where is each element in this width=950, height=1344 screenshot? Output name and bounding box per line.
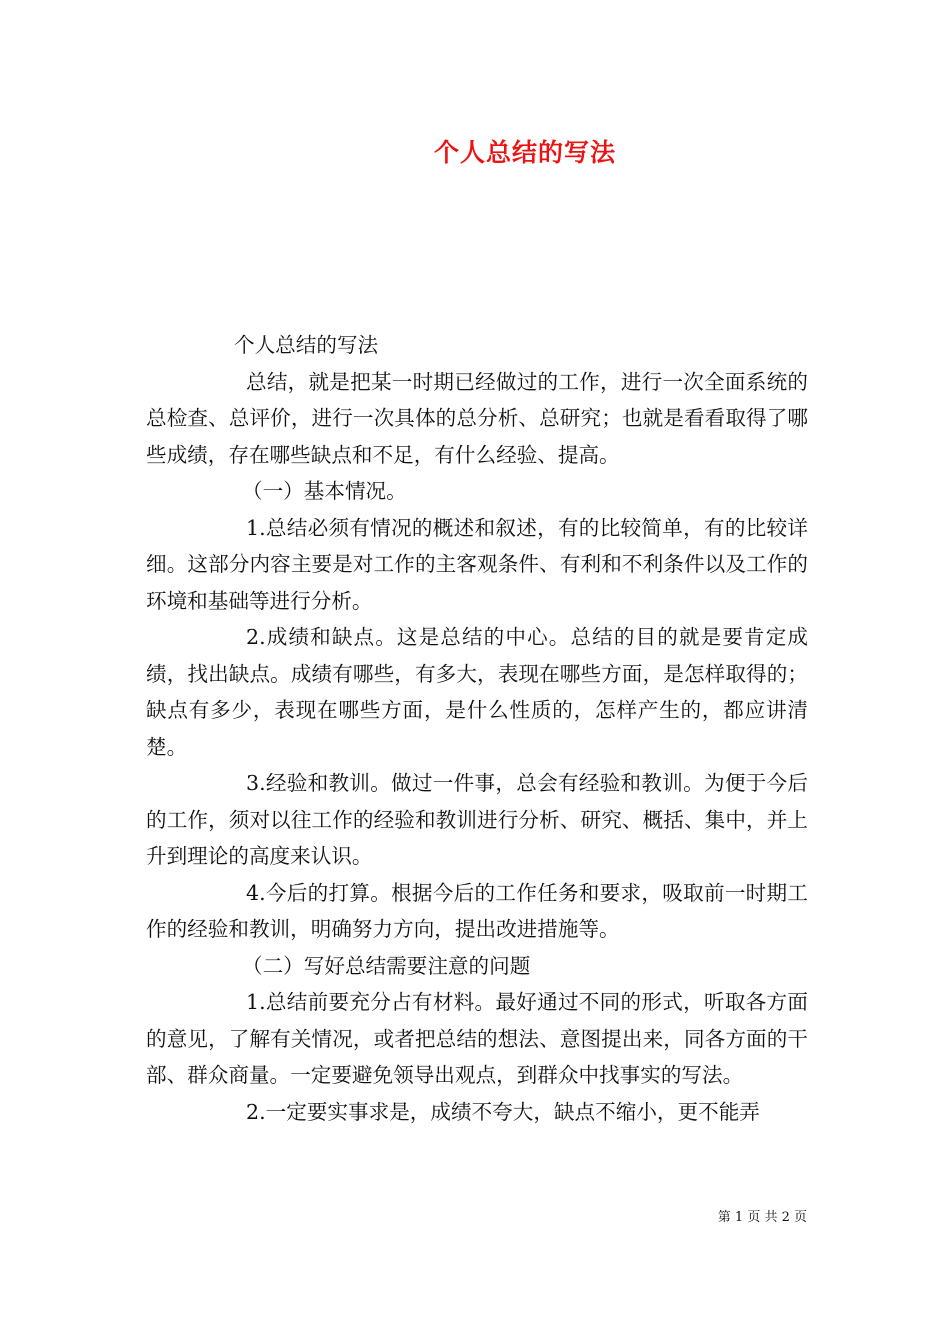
section-heading-basic: （一）基本情况。 xyxy=(242,479,407,503)
section-heading-notes: （二）写好总结需要注意的问题 xyxy=(242,953,531,978)
document-body xyxy=(146,327,808,1130)
paragraph-item-2: 2.成绩和缺点。这是总结的中心。总结的目的就是要肯定成绩，找出缺点。成绩有哪些，有多大，表现在哪些方面，是怎样取得的；缺点有多少，表现在哪些方面，是什么性质的，怎样产生的，都应讲清楚。 xyxy=(146,625,808,759)
paragraph-item-1: 1.总结必须有情况的概述和叙述，有的比较简单，有的比较详细。这部分内容主要是对工作的主客观条件、有利和不利条件以及工作的环境和基础等进行分析。 xyxy=(146,515,808,613)
paragraph-note-1: 1.总结前要充分占有材料。最好通过不同的形式，听取各方面的意见，了解有关情况，或者把总结的想法、意图提出来，同各方面的干部、群众商量。一定要避免领导出观点，到群众中找事实的写法。 xyxy=(146,990,808,1087)
paragraph-intro: 总结，就是把某一时期已经做过的工作，进行一次全面系统的总检查、总评价，进行一次具体的总分析、总研究；也就是看看取得了哪些成绩，存在哪些缺点和不足，有什么经验、提高。 xyxy=(146,369,808,467)
page-number-footer: 第 1 页 共 2 页 xyxy=(717,1210,807,1225)
paragraph-item-4: 4.今后的打算。根据今后的工作任务和要求，吸取前一时期工作的经验和教训，明确努力方向，提出改进措施等。 xyxy=(146,880,808,941)
paragraph-note-2: 2.一定要实事求是，成绩不夸大，缺点不缩小，更不能弄 xyxy=(246,1099,760,1124)
paragraph-item-3: 3.经验和教训。做过一件事，总会有经验和教训。为便于今后的工作，须对以往工作的经验和教训进行分析、研究、概括、集中，并上升到理论的高度来认识。 xyxy=(146,771,808,868)
document-title: 个人总结的写法 xyxy=(433,138,616,167)
paragraph-heading: 个人总结的写法 xyxy=(234,333,379,357)
